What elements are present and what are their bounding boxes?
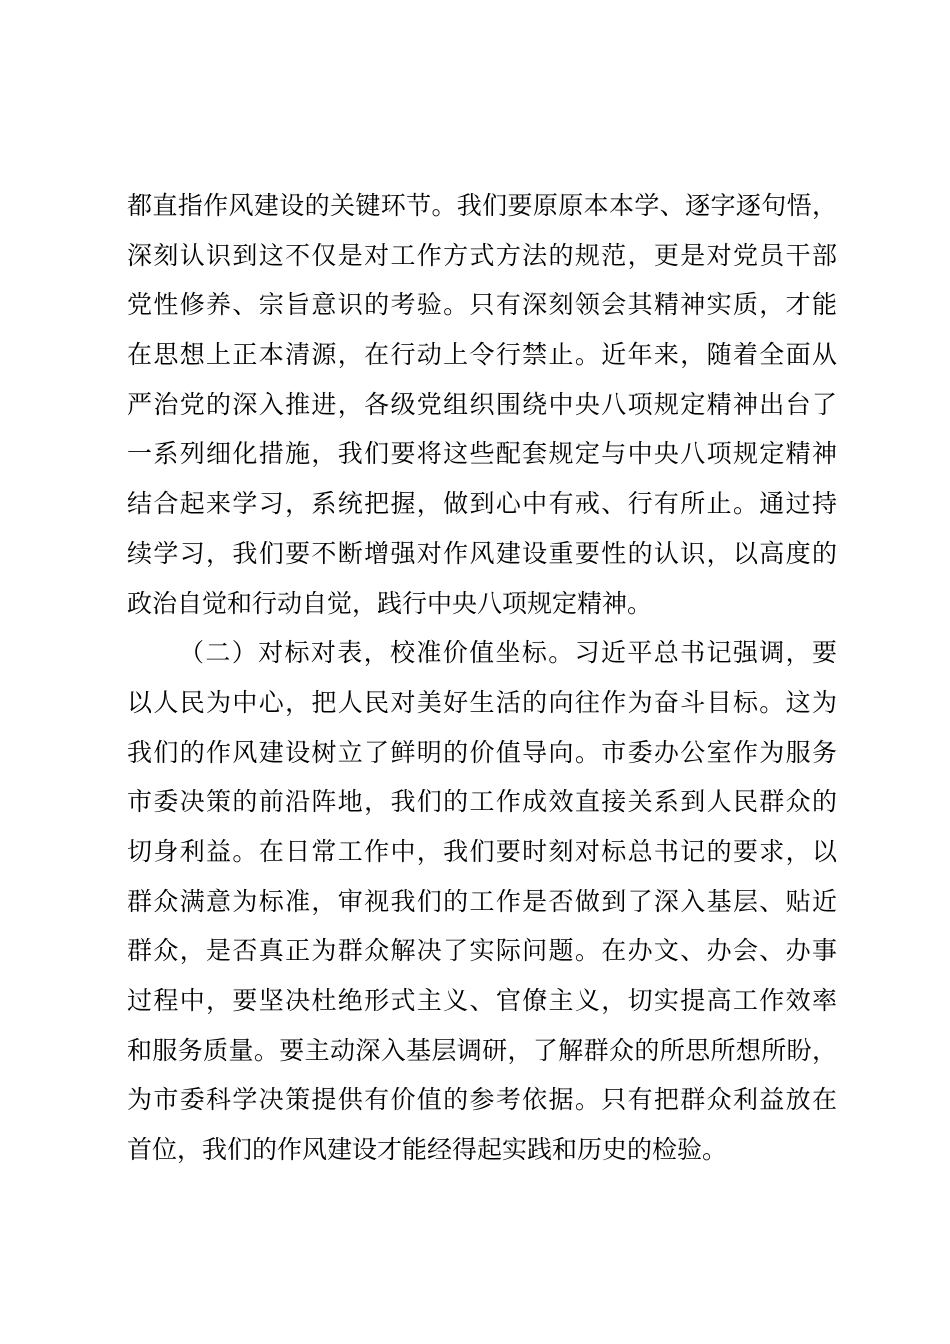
- paragraph-line: 和服务质量。要主动深入基层调研，了解群众的所思所想所盼，: [127, 1035, 837, 1065]
- paragraph-line: 严治党的深入推进，各级党组织围绕中央八项规定精神出台了: [127, 389, 837, 419]
- paragraph-line: 切身利益。在日常工作中，我们要时刻对标总书记的要求，以: [127, 836, 837, 866]
- paragraph-line: 党性修养、宗旨意识的考验。只有深刻领会其精神实质，才能: [127, 290, 837, 320]
- paragraph-line: 都直指作风建设的关键环节。我们要原原本本学、逐字逐句悟，: [127, 191, 837, 220]
- paragraph-line: 一系列细化措施，我们要将这些配套规定与中央八项规定精神: [127, 439, 837, 469]
- document-body: [127, 181, 837, 1175]
- paragraph-line: 政治自觉和行动自觉，践行中央八项规定精神。: [127, 588, 653, 618]
- paragraph-line: 续学习，我们要不断增强对作风建设重要性的认识，以高度的: [127, 538, 837, 568]
- paragraph-line: 我们的作风建设树立了鲜明的价值导向。市委办公室作为服务: [127, 737, 837, 767]
- paragraph-line: 群众满意为标准，审视我们的工作是否做到了深入基层、贴近: [127, 886, 837, 916]
- paragraph-line: 市委决策的前沿阵地，我们的工作成效直接关系到人民群众的: [127, 787, 837, 817]
- paragraph-line: 为市委科学决策提供有价值的参考依据。只有把群众利益放在: [127, 1085, 837, 1115]
- paragraph-line: 过程中，要坚决杜绝形式主义、官僚主义，切实提高工作效率: [127, 986, 837, 1015]
- paragraph-line: 首位，我们的作风建设才能经得起实践和历史的检验。: [127, 1135, 728, 1165]
- paragraph-line: （二）对标对表，校准价值坐标。习近平总书记强调，要: [179, 638, 837, 668]
- paragraph-line: 结合起来学习，系统把握，做到心中有戒、行有所止。通过持: [127, 489, 837, 519]
- paragraph-line: 以人民为中心，把人民对美好生活的向往作为奋斗目标。这为: [127, 687, 837, 717]
- paragraph-line: 深刻认识到这不仅是对工作方式方法的规范，更是对党员干部: [127, 240, 837, 270]
- paragraph-1: [127, 181, 837, 628]
- paragraph-line: 群众，是否真正为群众解决了实际问题。在办文、办会、办事: [127, 936, 837, 966]
- paragraph-line: 在思想上正本清源，在行动上令行禁止。近年来，随着全面从: [127, 340, 837, 370]
- paragraph-2: [127, 628, 837, 1175]
